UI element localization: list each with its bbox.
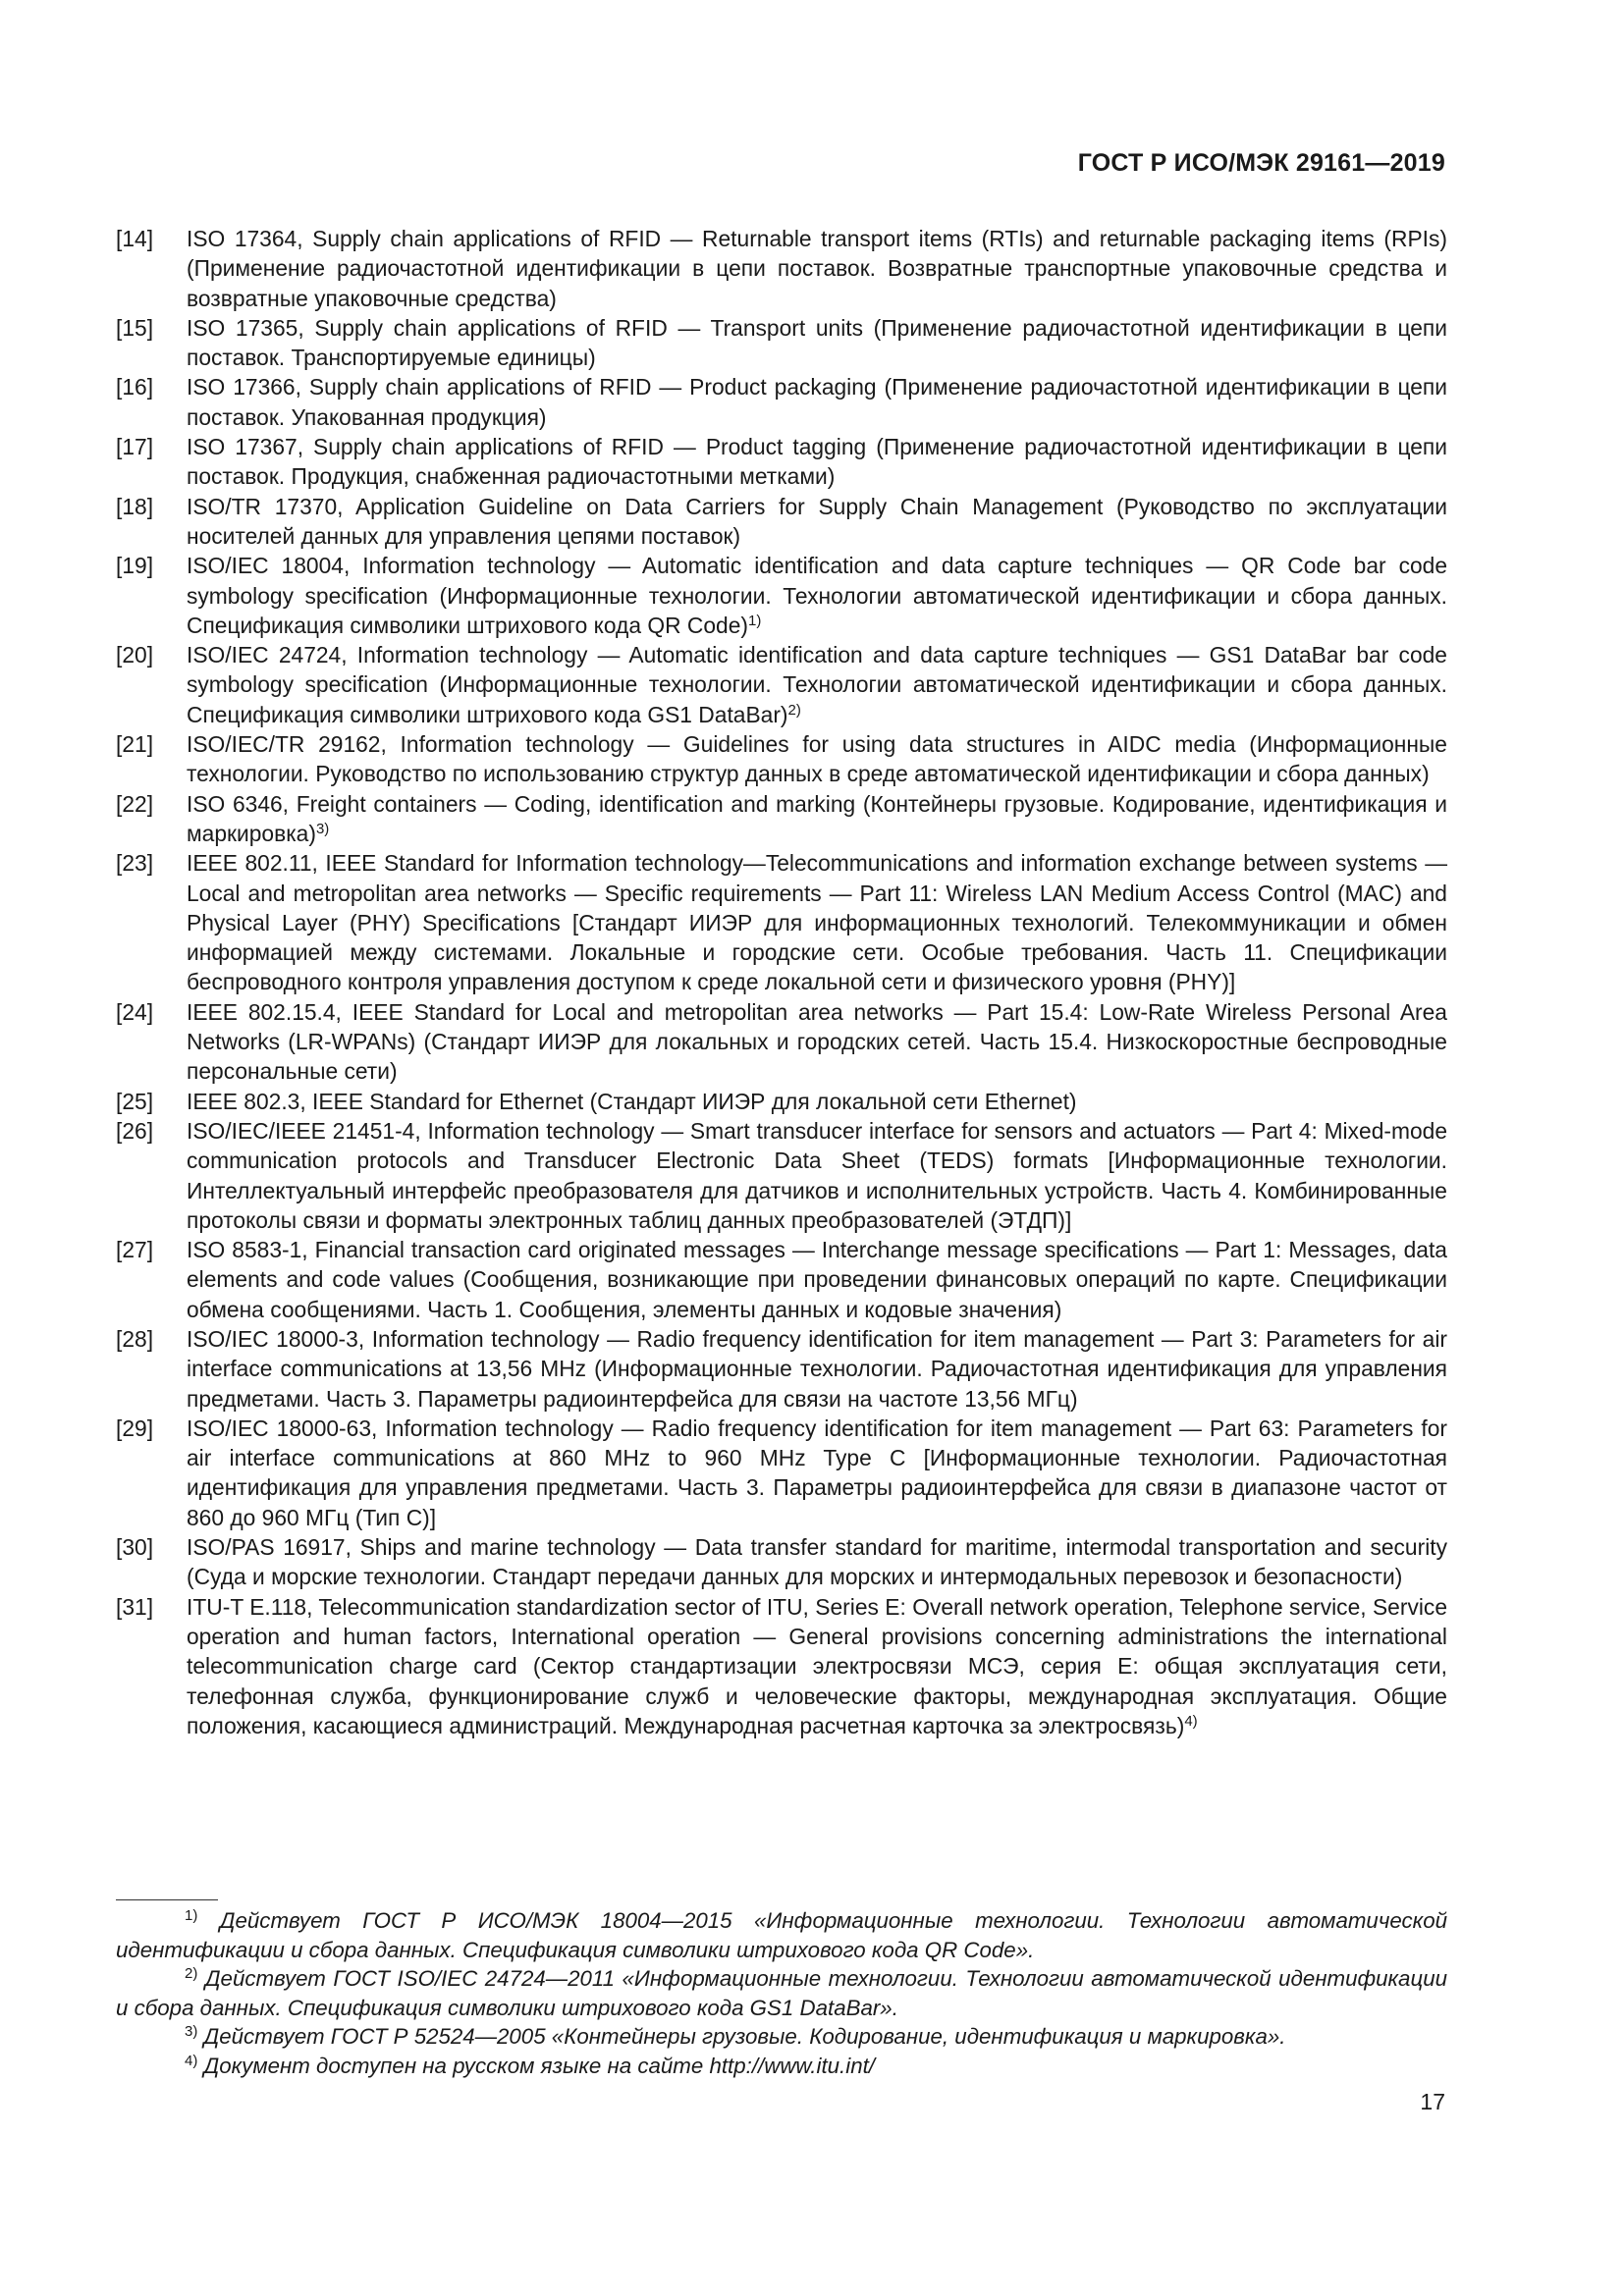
reference-text: ISO/TR 17370, Application Guideline on Data Carriers for Supply Chain Management (Руководство по эксплуатации носителей данных для управления цепями поставок) <box>187 493 1447 549</box>
footnote <box>116 1964 1447 2022</box>
reference-item <box>116 1532 1447 1592</box>
reference-item <box>116 640 1447 729</box>
reference-number: [20] <box>116 642 154 668</box>
footnote <box>116 2022 1447 2052</box>
reference-text: ISO/IEC 18000-63, Information technology — Radio frequency identification for item management — Part 63: Parameters for air interface communications at 860 MHz to 960 MHz Type C [Информационные технологии. Радиочастотная идентификация для управления предметами. Часть 3. Параметры радиоинтерфейса для связи в диапазоне частот от 860 до 960 МГц (Тип С)] <box>187 1415 1447 1530</box>
reference-number: [19] <box>116 553 154 579</box>
reference-text: ISO/PAS 16917, Ships and marine technology — Data transfer standard for maritime, intermodal transportation and security (Суда и морские технологии. Стандарт передачи данных для морских и интермодальных перевозок и безопасности) <box>187 1534 1447 1590</box>
reference-item <box>116 224 1447 313</box>
reference-text: ISO/IEC 18000-3, Information technology — Radio frequency identification for item management — Part 3: Parameters for air interface communications at 13,56 MHz (Информационные технологии. Радиочастотная идентификация для управления предметами. Часть 3. Параметры радиоинтерфейса для связи на частоте 13,56 МГц) <box>187 1325 1447 1412</box>
reference-text: ISO/IEC/TR 29162, Information technology — Guidelines for using data structures in AIDC media (Информационные технологии. Руководство по использованию структур данных в среде автоматической идентификации и сбора данных) <box>187 731 1447 787</box>
reference-number: [27] <box>116 1237 154 1263</box>
reference-number: [18] <box>116 493 154 519</box>
reference-item <box>116 1414 1447 1532</box>
reference-text: ISO 17364, Supply chain applications of RFID — Returnable transport items (RTIs) and returnable packaging items (RPIs) (Применение радиочастотной идентификации в цепи поставок. Возвратные транспортные упаковочные средства и возвратные упаковочные средства) <box>187 226 1447 311</box>
reference-text: ISO/IEC/IEEE 21451-4, Information technology — Smart transducer interface for sensors and actuators — Part 4: Mixed-mode communication protocols and Transducer Electronic Data Sheet (TEDS) formats [Информационные технологии. Интеллектуальный интерфейс преобразователя для датчиков и исполнительных устройств. Часть 4. Комбинированные протоколы связи и форматы электронных таблиц данных преобразователей (ЭТДП)] <box>187 1117 1447 1233</box>
reference-number: [15] <box>116 314 154 341</box>
reference-item <box>116 492 1447 552</box>
page-header-doc-id: ГОСТ Р ИСО/МЭК 29161—2019 <box>1077 149 1445 177</box>
reference-number: [23] <box>116 850 154 877</box>
reference-text: ITU-T E.118, Telecommunication standardization sector of ITU, Series E: Overall network operation, Telephone service, Service operation and human factors, International operation — General provisions concerning administrations the international telecommunication charge card (Сектор стандартизации электросвязи МСЭ, серия Е: общая эксплуатация сети, телефонная служба, функционирование служб и человеческие факторы, международная эксплуатация. Общие положения, касающиеся администраций. Международная расчетная карточка за электросвязь)$^{4)}$ <box>187 1593 1447 1738</box>
footnote-text: Действует ГОСТ Р ИСО/МЭК 18004—2015 «Информационные технологии. Технологии автоматической идентификации и сбора данных. Спецификация символики штрихового кода QR Code». <box>116 1908 1447 1962</box>
reference-text: ISO 17365, Supply chain applications of RFID — Transport units (Применение радиочастотной идентификации в цепи поставок. Транспортируемые единицы) <box>187 314 1447 371</box>
reference-item <box>116 1592 1447 1740</box>
page-number: 17 <box>1420 2089 1445 2114</box>
reference-text: ISO/IEC 18004, Information technology — Automatic identification and data capture techniques — QR Code bar code symbology specification (Информационные технологии. Технологии автоматической идентификации и сбора данных. Спецификация символики штрихового кода QR Code)$^{1)}$ <box>187 553 1447 638</box>
reference-list <box>116 224 1447 1740</box>
reference-item <box>116 1087 1447 1116</box>
reference-text: ISO 17367, Supply chain applications of RFID — Product tagging (Применение радиочастотной идентификации в цепи поставок. Продукция, снабженная радиочастотными метками) <box>187 434 1447 490</box>
reference-text: ISO 6346, Freight containers — Coding, identification and marking (Контейнеры грузовые. Кодирование, идентификация и маркировка)$^{3)}$ <box>187 790 1447 846</box>
reference-item <box>116 997 1447 1087</box>
reference-number: [29] <box>116 1415 154 1441</box>
reference-number: [31] <box>116 1593 154 1620</box>
reference-text: ISO 8583-1, Financial transaction card originated messages — Interchange message specifications — Part 1: Messages, data elements and code values (Сообщения, возникающие при проведении финансовых операций по карте. Спецификации обмена сообщениями. Часть 1. Сообщения, элементы данных и кодовые значения) <box>187 1237 1447 1322</box>
reference-number: [14] <box>116 226 154 251</box>
reference-item <box>116 1235 1447 1324</box>
reference-number: [26] <box>116 1117 154 1144</box>
reference-number: [16] <box>116 374 154 400</box>
reference-text: IEEE 802.3, IEEE Standard for Ethernet (Стандарт ИИЭР для локальной сети Ethernet) <box>187 1088 1077 1114</box>
footnote-mark: 4) <box>185 2052 198 2069</box>
reference-number: [30] <box>116 1534 154 1561</box>
reference-item <box>116 729 1447 789</box>
reference-text: ISO 17366, Supply chain applications of RFID — Product packaging (Применение радиочастотной идентификации в цепи поставок. Упакованная продукция) <box>187 374 1447 430</box>
footnote <box>116 1906 1447 1964</box>
reference-item <box>116 1324 1447 1414</box>
footnote-mark: 1) <box>185 1907 198 1924</box>
footnote <box>116 2052 1447 2081</box>
reference-item <box>116 1116 1447 1235</box>
reference-text: IEEE 802.11, IEEE Standard for Information technology—Telecommunications and information exchange between systems — Local and metropolitan area networks — Specific requirements — Part 11: Wireless LAN Medium Access Control (MAC) and Physical Layer (PHY) Specifications [Стандарт ИИЭР для информационных технологий. Телекоммуникации и обмен информацией между системами. Локальные и городские сети. Особые требования. Часть 11. Спецификации беспроводного контроля управления доступом к среде локальной сети и физического уровня (PHY)] <box>187 850 1447 995</box>
reference-item <box>116 848 1447 996</box>
footnotes <box>116 1906 1447 2080</box>
footnote-mark: 3) <box>185 2023 198 2040</box>
footnote-separator <box>116 1899 218 1900</box>
footnote-text: Документ доступен на русском языке на сайте http://www.itu.int/ <box>203 2053 875 2078</box>
footnote-mark: 2) <box>185 1965 198 1982</box>
reference-number: [25] <box>116 1088 154 1114</box>
footnote-text: Действует ГОСТ Р 52524—2005 «Контейнеры грузовые. Кодирование, идентификация и маркировка». <box>203 2024 1286 2049</box>
reference-number: [21] <box>116 731 154 758</box>
reference-text: IEEE 802.15.4, IEEE Standard for Local and metropolitan area networks — Part 15.4: Low-Rate Wireless Personal Area Networks (LR-WPANs) (Стандарт ИИЭР для локальных и городских сетей. Часть 15.4. Низкоскоростные беспроводные персональные сети) <box>187 998 1447 1085</box>
reference-item <box>116 551 1447 640</box>
footnote-text: Действует ГОСТ ISO/IEC 24724—2011 «Информационные технологии. Технологии автоматической идентификации и сбора данных. Спецификация символики штрихового кода GS1 DataBar». <box>116 1966 1447 2020</box>
reference-number: [17] <box>116 434 154 460</box>
reference-item <box>116 789 1447 849</box>
reference-number: [28] <box>116 1325 154 1352</box>
reference-number: [24] <box>116 998 154 1025</box>
reference-text: ISO/IEC 24724, Information technology — Automatic identification and data capture techniques — GS1 DataBar bar code symbology specification (Информационные технологии. Технологии автоматической идентификации и сбора данных. Спецификация символики штрихового кода GS1 DataBar)$^{2)}$ <box>187 642 1447 727</box>
reference-number: [22] <box>116 790 154 817</box>
reference-item <box>116 372 1447 432</box>
reference-item <box>116 432 1447 492</box>
reference-item <box>116 313 1447 373</box>
